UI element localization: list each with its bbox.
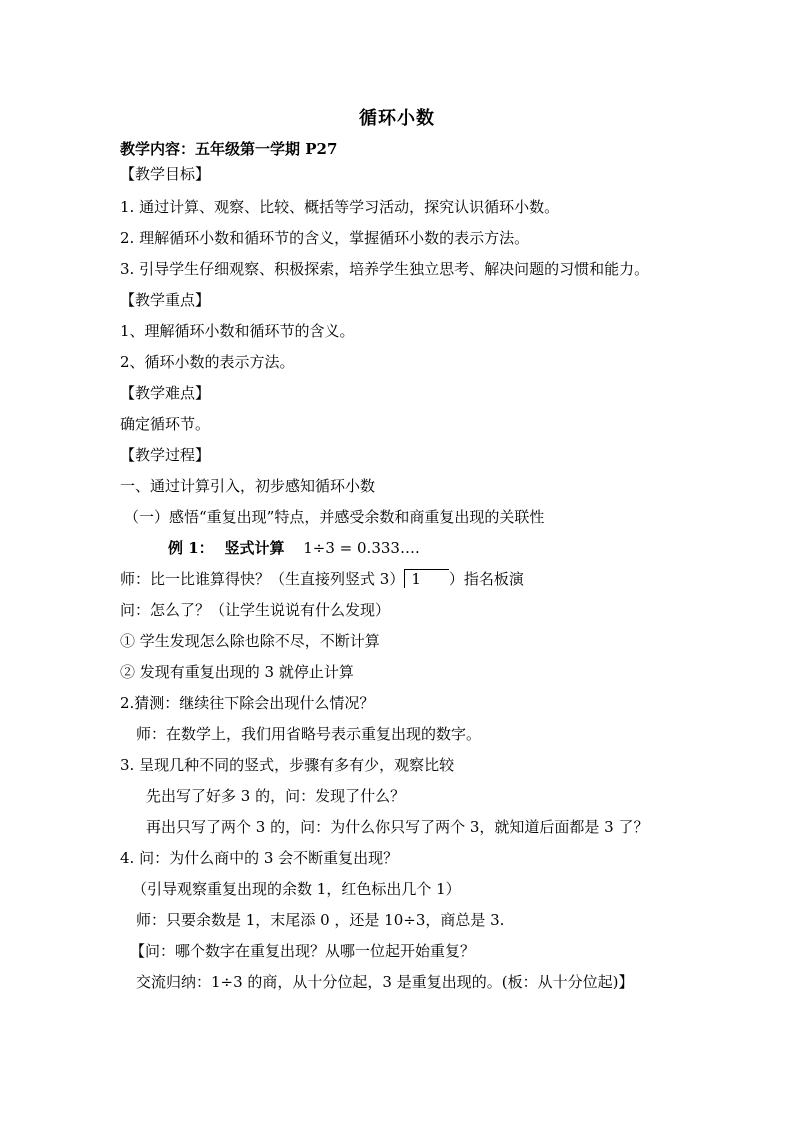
difficulty-item: 确定循环节。: [120, 415, 211, 433]
step-3: 3. 呈现几种不同的竖式，步骤有多有少，观察比较: [120, 756, 455, 774]
example-expression: 1÷3 = 0.333….: [303, 539, 420, 557]
finding-1: ① 学生发现怎么除也除不尽，不断计算: [120, 632, 380, 650]
goal-item-1: 1. 通过计算、观察、比较、概括等学习活动，探究认识循环小数。: [120, 198, 560, 216]
step-4d: 交流归纳：1÷3 的商，从十分位起，3 是重复出现的。(板：从十分位起)】: [136, 973, 634, 991]
goal-item-3: 3. 引导学生仔细观察、积极探索，培养学生独立思考、解决问题的习惯和能力。: [120, 260, 650, 278]
process-heading: 【教学过程】: [120, 446, 211, 464]
teacher-question-1-prefix: 师：比一比谁算得快？（生直接列竖式 3）: [120, 570, 405, 588]
example-line: [168, 538, 420, 558]
teacher-question-1: [120, 569, 524, 589]
example-task: 竖式计算: [224, 539, 285, 557]
long-division-dividend: 1: [411, 570, 421, 588]
key-points-heading: 【教学重点】: [120, 291, 211, 309]
teacher-line-2: 师：在数学上，我们用省略号表示重复出现的数字。: [136, 725, 482, 743]
goal-item-2: 2. 理解循环小数和循环节的含义，掌握循环小数的表示方法。: [120, 229, 530, 247]
step-4c: 【问：哪个数字在重复出现？从哪一位起开始重复？: [130, 942, 476, 960]
finding-2: ② 发现有重复出现的 3 就停止计算: [120, 663, 354, 681]
key-point-2: 2、循环小数的表示方法。: [120, 353, 295, 371]
teaching-content-line: 教学内容：五年级第一学期 P27: [120, 140, 338, 158]
process-part-1-1: （一）感悟“重复出现”特点，并感受余数和商重复出现的关联性: [124, 508, 545, 526]
teacher-question-1-suffix: ）指名板演: [448, 570, 524, 588]
step-4: 4. 问：为什么商中的 3 会不断重复出现？: [120, 849, 399, 867]
step-3a: 先出写了好多 3 的，问：发现了什么？: [146, 787, 406, 805]
key-point-1: 1、理解循环小数和循环节的含义。: [120, 322, 355, 340]
long-division-bracket: [404, 569, 449, 588]
page-title: 循环小数: [359, 108, 435, 129]
difficulty-heading: 【教学难点】: [120, 384, 211, 402]
process-part-1: 一、通过计算引入，初步感知循环小数: [120, 477, 376, 495]
step-3b: 再出只写了两个 3 的，问：为什么你只写了两个 3，就知道后面都是 3 了？: [146, 818, 649, 836]
guess-line: 2.猜测：继续往下除会出现什么情况？: [120, 694, 375, 712]
goals-heading: 【教学目标】: [120, 165, 211, 183]
example-label: 例 1：: [168, 539, 214, 557]
ask-line-1: 问：怎么了？（让学生说说有什么发现）: [120, 601, 391, 619]
step-4a: （引导观察重复出现的余数 1，红色标出几个 1）: [132, 880, 461, 898]
step-4b: 师：只要余数是 1，末尾添 0 ，还是 10÷3，商总是 3.: [136, 911, 505, 929]
